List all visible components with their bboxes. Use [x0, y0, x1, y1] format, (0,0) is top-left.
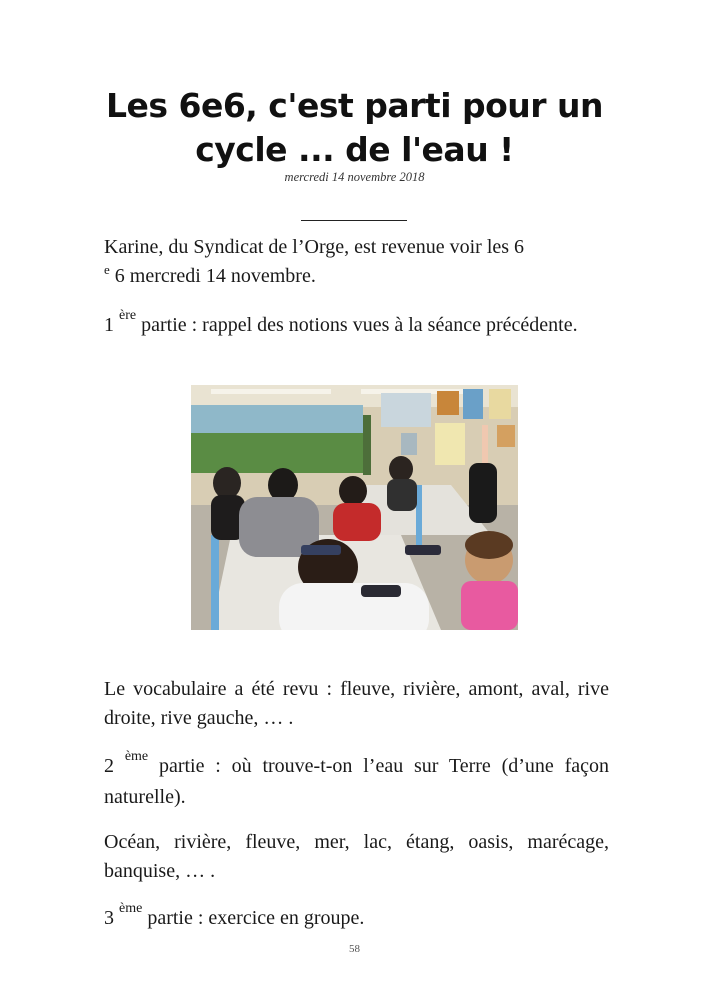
- title-line-1: Les 6e6, c'est parti pour un: [105, 86, 604, 125]
- classroom-photo: [191, 385, 518, 630]
- part-number: 1: [104, 314, 114, 336]
- paragraph-water-list: Océan, rivière, fleuve, mer, lac, étang, oasis, marécage, banquise, … .: [104, 831, 609, 882]
- paragraph-part-3: [104, 901, 609, 935]
- separator-line: [301, 220, 407, 221]
- page-number: 58: [349, 943, 360, 955]
- part-superscript: ème: [119, 901, 143, 916]
- part-text: partie : exercice en groupe.: [147, 907, 365, 929]
- intro-superscript: e: [104, 262, 110, 277]
- paragraph-part-2: [104, 749, 610, 812]
- intro-text: Karine, du Syndicat de l’Orge, est revenue voir les 6: [104, 236, 525, 258]
- paragraph-intro: [104, 233, 609, 292]
- part-superscript: ème: [124, 749, 149, 764]
- part-superscript: ère: [119, 308, 137, 323]
- part-text: partie : où trouve-t-on l’eau sur Terre (d’une façon naturelle).: [104, 755, 610, 808]
- part-number: 2: [104, 755, 114, 777]
- intro-text-end: 6 mercredi 14 novembre.: [109, 265, 316, 287]
- article-title: [100, 84, 609, 172]
- paragraph-part-1: [104, 308, 609, 342]
- part-text: partie : rappel des notions vues à la séance précédente.: [141, 314, 578, 336]
- paragraph-vocabulary: Le vocabulaire a été revu : fleuve, rivière, amont, aval, rive droite, rive gauche, … .: [104, 678, 609, 729]
- title-line-2: cycle ... de l'eau !: [195, 130, 514, 169]
- part-number: 3: [104, 907, 114, 929]
- article-date: mercredi 14 novembre 2018: [284, 170, 425, 184]
